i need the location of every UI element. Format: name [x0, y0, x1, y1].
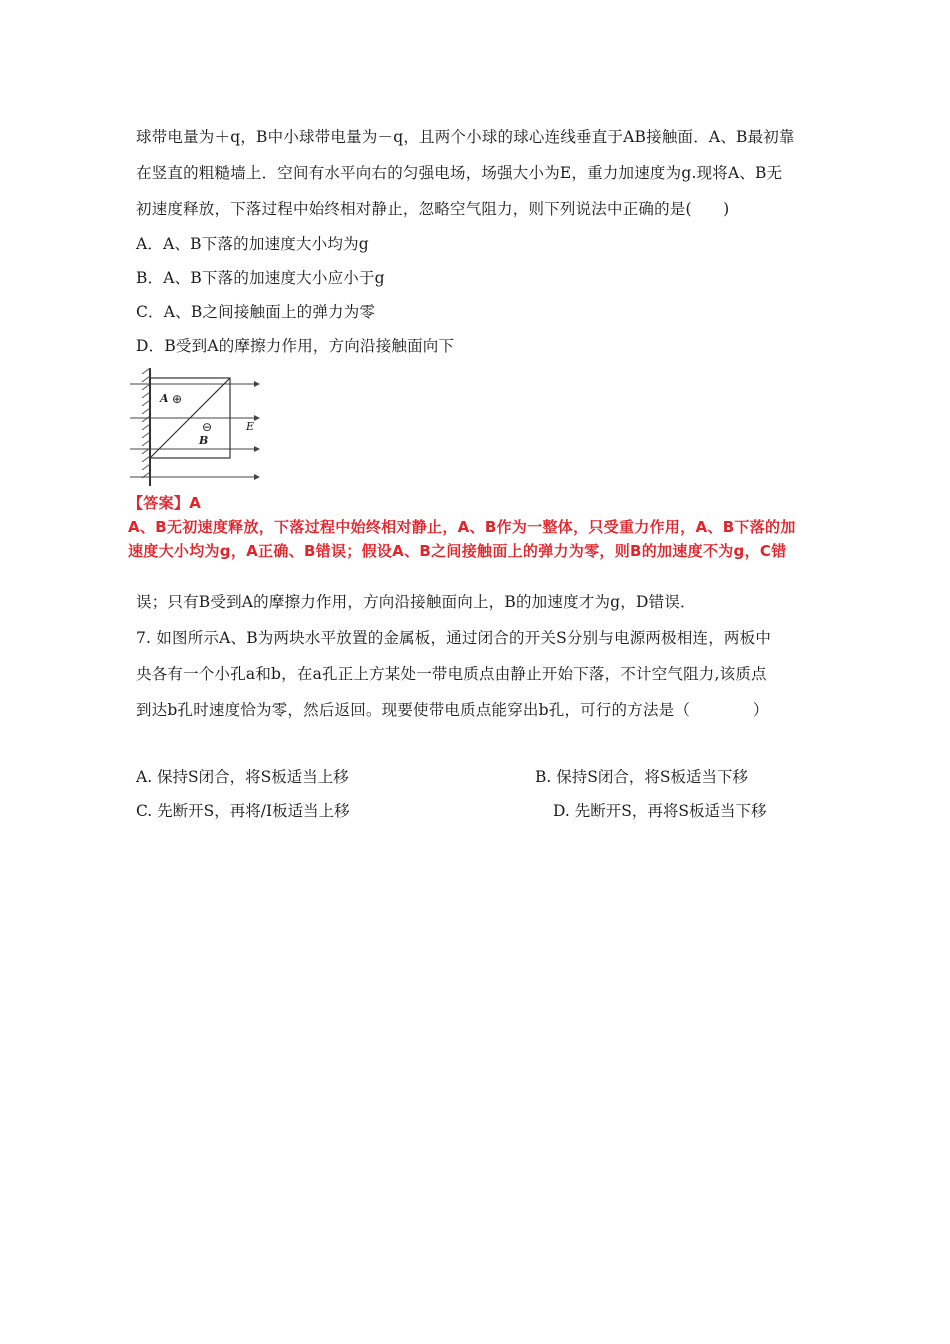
- q7-line-2: 央各有一个小孔a和b，在a孔正上方某处一带电质点由静止开始下落，不计空气阻力,该质点: [136, 665, 767, 683]
- q6-option-b: B．A、B下落的加速度大小应小于g: [136, 269, 385, 287]
- field-e-label: E: [246, 420, 255, 433]
- wall-blocks-field-figure: [128, 368, 263, 488]
- q7-line-1: 7. 如图所示A、B为两块水平放置的金属板，通过闭合的开关S分别与电源两极相连，两板中: [136, 629, 772, 647]
- plus-charge-icon: ⊕: [172, 392, 183, 406]
- q6-line-1: 球带电量为＋q，B中小球带电量为－q，且两个小球的球心连线垂直于AB接触面．A、B最初靠: [136, 128, 795, 146]
- answer-explanation-line-1: A、B无初速度释放，下落过程中始终相对静止，A、B作为一整体，只受重力作用，A、B下落的加: [128, 518, 796, 536]
- block-b-label: B: [199, 434, 209, 447]
- q6-option-d: D．B受到A的摩擦力作用，方向沿接触面向下: [136, 337, 455, 355]
- answer-continuation: 误；只有B受到A的摩擦力作用，方向沿接触面向上，B的加速度才为g，D错误．: [136, 593, 696, 611]
- minus-charge-icon: ⊖: [202, 420, 213, 434]
- q6-option-c: C．A、B之间接触面上的弹力为零: [136, 303, 376, 321]
- q6-line-3: 初速度释放，下落过程中始终相对静止，忽略空气阻力，则下列说法中正确的是( ): [136, 200, 730, 218]
- answer-explanation-line-2: 速度大小均为g，A正确、B错误；假设A、B之间接触面上的弹力为零，则B的加速度不为g，C错: [128, 542, 787, 560]
- q6-option-a: A．A、B下落的加速度大小均为g: [136, 235, 369, 253]
- q6-line-2: 在竖直的粗糙墙上．空间有水平向右的匀强电场，场强大小为E，重力加速度为g.现将A、B无: [136, 164, 783, 182]
- q7-option-b: B. 保持S闭合，将S板适当下移: [535, 768, 748, 786]
- answer-tag: 【答案】A: [128, 494, 202, 512]
- q7-line-3: 到达b孔时速度恰为零，然后返回。现要使带电质点能穿出b孔，可行的方法是（ ）: [136, 701, 769, 719]
- q7-option-c: C. 先断开S，再将/I板适当上移: [136, 802, 350, 820]
- q7-option-a: A. 保持S闭合，将S板适当上移: [136, 768, 349, 786]
- block-a-label: A: [160, 392, 169, 405]
- q7-option-d: D. 先断开S，再将S板适当下移: [553, 802, 767, 820]
